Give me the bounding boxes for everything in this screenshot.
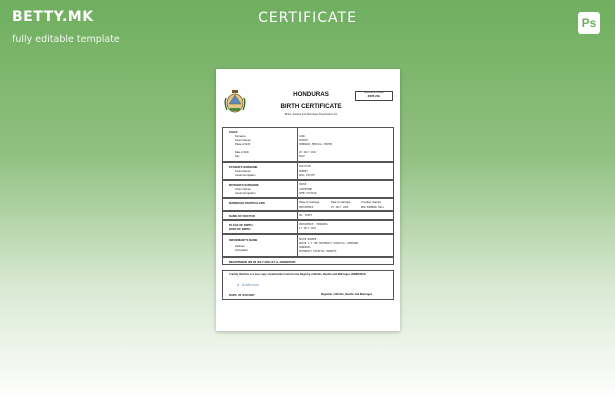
divider [297, 199, 298, 210]
divider [297, 212, 298, 219]
marriage-heading: MARRIAGE PARTICULARS [229, 201, 265, 205]
marriage-col-label: Place of marriage [299, 201, 320, 204]
child-label: Sex [235, 155, 240, 158]
mother-value: HOME STATION [299, 192, 317, 195]
child-value: 28 JULY 2021 [299, 151, 317, 154]
mother-heading: MOTHER'S SURNAME [229, 183, 259, 187]
father-value: ROBERT [299, 170, 308, 173]
child-label: Surname [235, 135, 246, 138]
certify-section [222, 270, 394, 300]
marriage-value: 25 JULY 1999 [331, 206, 349, 209]
registration-value: 2005 23L [367, 94, 381, 98]
page-title: CERTIFICATE [258, 10, 357, 26]
father-label: Usual Occupation [235, 174, 256, 177]
child-label: Place of birth [235, 143, 251, 146]
photoshop-icon: Ps [578, 12, 600, 34]
certificate-date: DATE: 20 JUN 2027 [229, 293, 255, 297]
child-label: Date of birth [235, 151, 250, 154]
place-value: PROVIDENCE, HONDURAS [299, 223, 328, 226]
registration-label: Registration Number [363, 92, 385, 94]
marriage-value: PROVIDENCE [299, 206, 314, 209]
father-heading: FATHER'S SURNAME [229, 165, 258, 169]
marriage-section [222, 198, 394, 211]
place-value: 27 JULY 2021 [299, 227, 317, 230]
certificate-country: HONDURAS [293, 91, 329, 98]
place-section [222, 220, 394, 234]
certificate-document [216, 69, 400, 331]
registered-section [222, 257, 394, 265]
coat-of-arms-icon [224, 88, 246, 116]
child-label: Given Names [235, 139, 251, 142]
brand-tagline: fully editable template [12, 34, 120, 45]
informant-value: HONDURAS [299, 246, 311, 249]
informant-section [222, 234, 394, 257]
child-value: LUNA [299, 135, 305, 138]
registrar-title: Registrar of Births, Deaths and Marriages [321, 293, 373, 296]
child-heading: CHILD [229, 130, 238, 134]
marriage-value: NEW HAMBURG MALL [361, 206, 385, 209]
registered-text: REGISTERED ON 08 JULY 2021 BY A. ANDERSON [229, 260, 296, 264]
informant-label: Occupation [235, 249, 249, 252]
brand-logo: BETTY.MK [12, 9, 94, 25]
date-heading: DATE OF BIRTH [229, 227, 251, 231]
father-section [222, 162, 394, 180]
child-value: HONDURAS MEDICAL CENTER [299, 143, 333, 146]
mother-value: HOUSE [299, 183, 307, 186]
child-value: SHIRAH [299, 139, 308, 142]
certificate-title: BIRTH CERTIFICATE [280, 103, 342, 110]
registration-box [355, 91, 393, 101]
place-heading: PLACE OF BIRTH [229, 223, 253, 227]
certificate-subtitle: Births, Deaths and Marriages Registration Act [284, 113, 338, 116]
father-label: Given Names [235, 170, 251, 173]
mother-label: Given Names [235, 188, 251, 191]
informant-value: ROUTE 1.2 THE MATERNITY HOSPITAL COMPOUND [299, 242, 359, 245]
child-value: MALE [299, 155, 305, 158]
mother-value: JOSEPHINE [299, 188, 312, 191]
informant-heading: INFORMANT'S NAME [229, 238, 258, 242]
informant-label: Address [235, 245, 245, 248]
mother-section [222, 180, 394, 198]
doctor-section [222, 211, 394, 220]
doctor-value: DR. SMITH [299, 214, 312, 217]
father-value: CRISTIAN [299, 165, 311, 168]
doctor-heading: NAME OF DOCTOR [229, 214, 255, 218]
mother-label: Usual Occupation [235, 192, 256, 195]
divider [297, 181, 298, 197]
informant-value: MATERNITY HOSPITAL MIDWIFE [299, 250, 337, 253]
divider [297, 235, 298, 256]
child-section [222, 127, 394, 162]
certify-text: I certify that this is a true copy of particulars found in the Registry of Births, Deaths and Marriages HONDURAS [229, 273, 366, 276]
marriage-col-label: If mother married [361, 201, 381, 204]
father-value: REAL ESTATE [299, 174, 315, 177]
divider [297, 221, 298, 233]
divider [297, 128, 298, 161]
informant-value: HELEN BARKER [299, 238, 317, 241]
registrar-signature: A. Anderson [237, 283, 260, 287]
marriage-col-label: Date of marriage [331, 201, 351, 204]
divider [297, 163, 298, 179]
